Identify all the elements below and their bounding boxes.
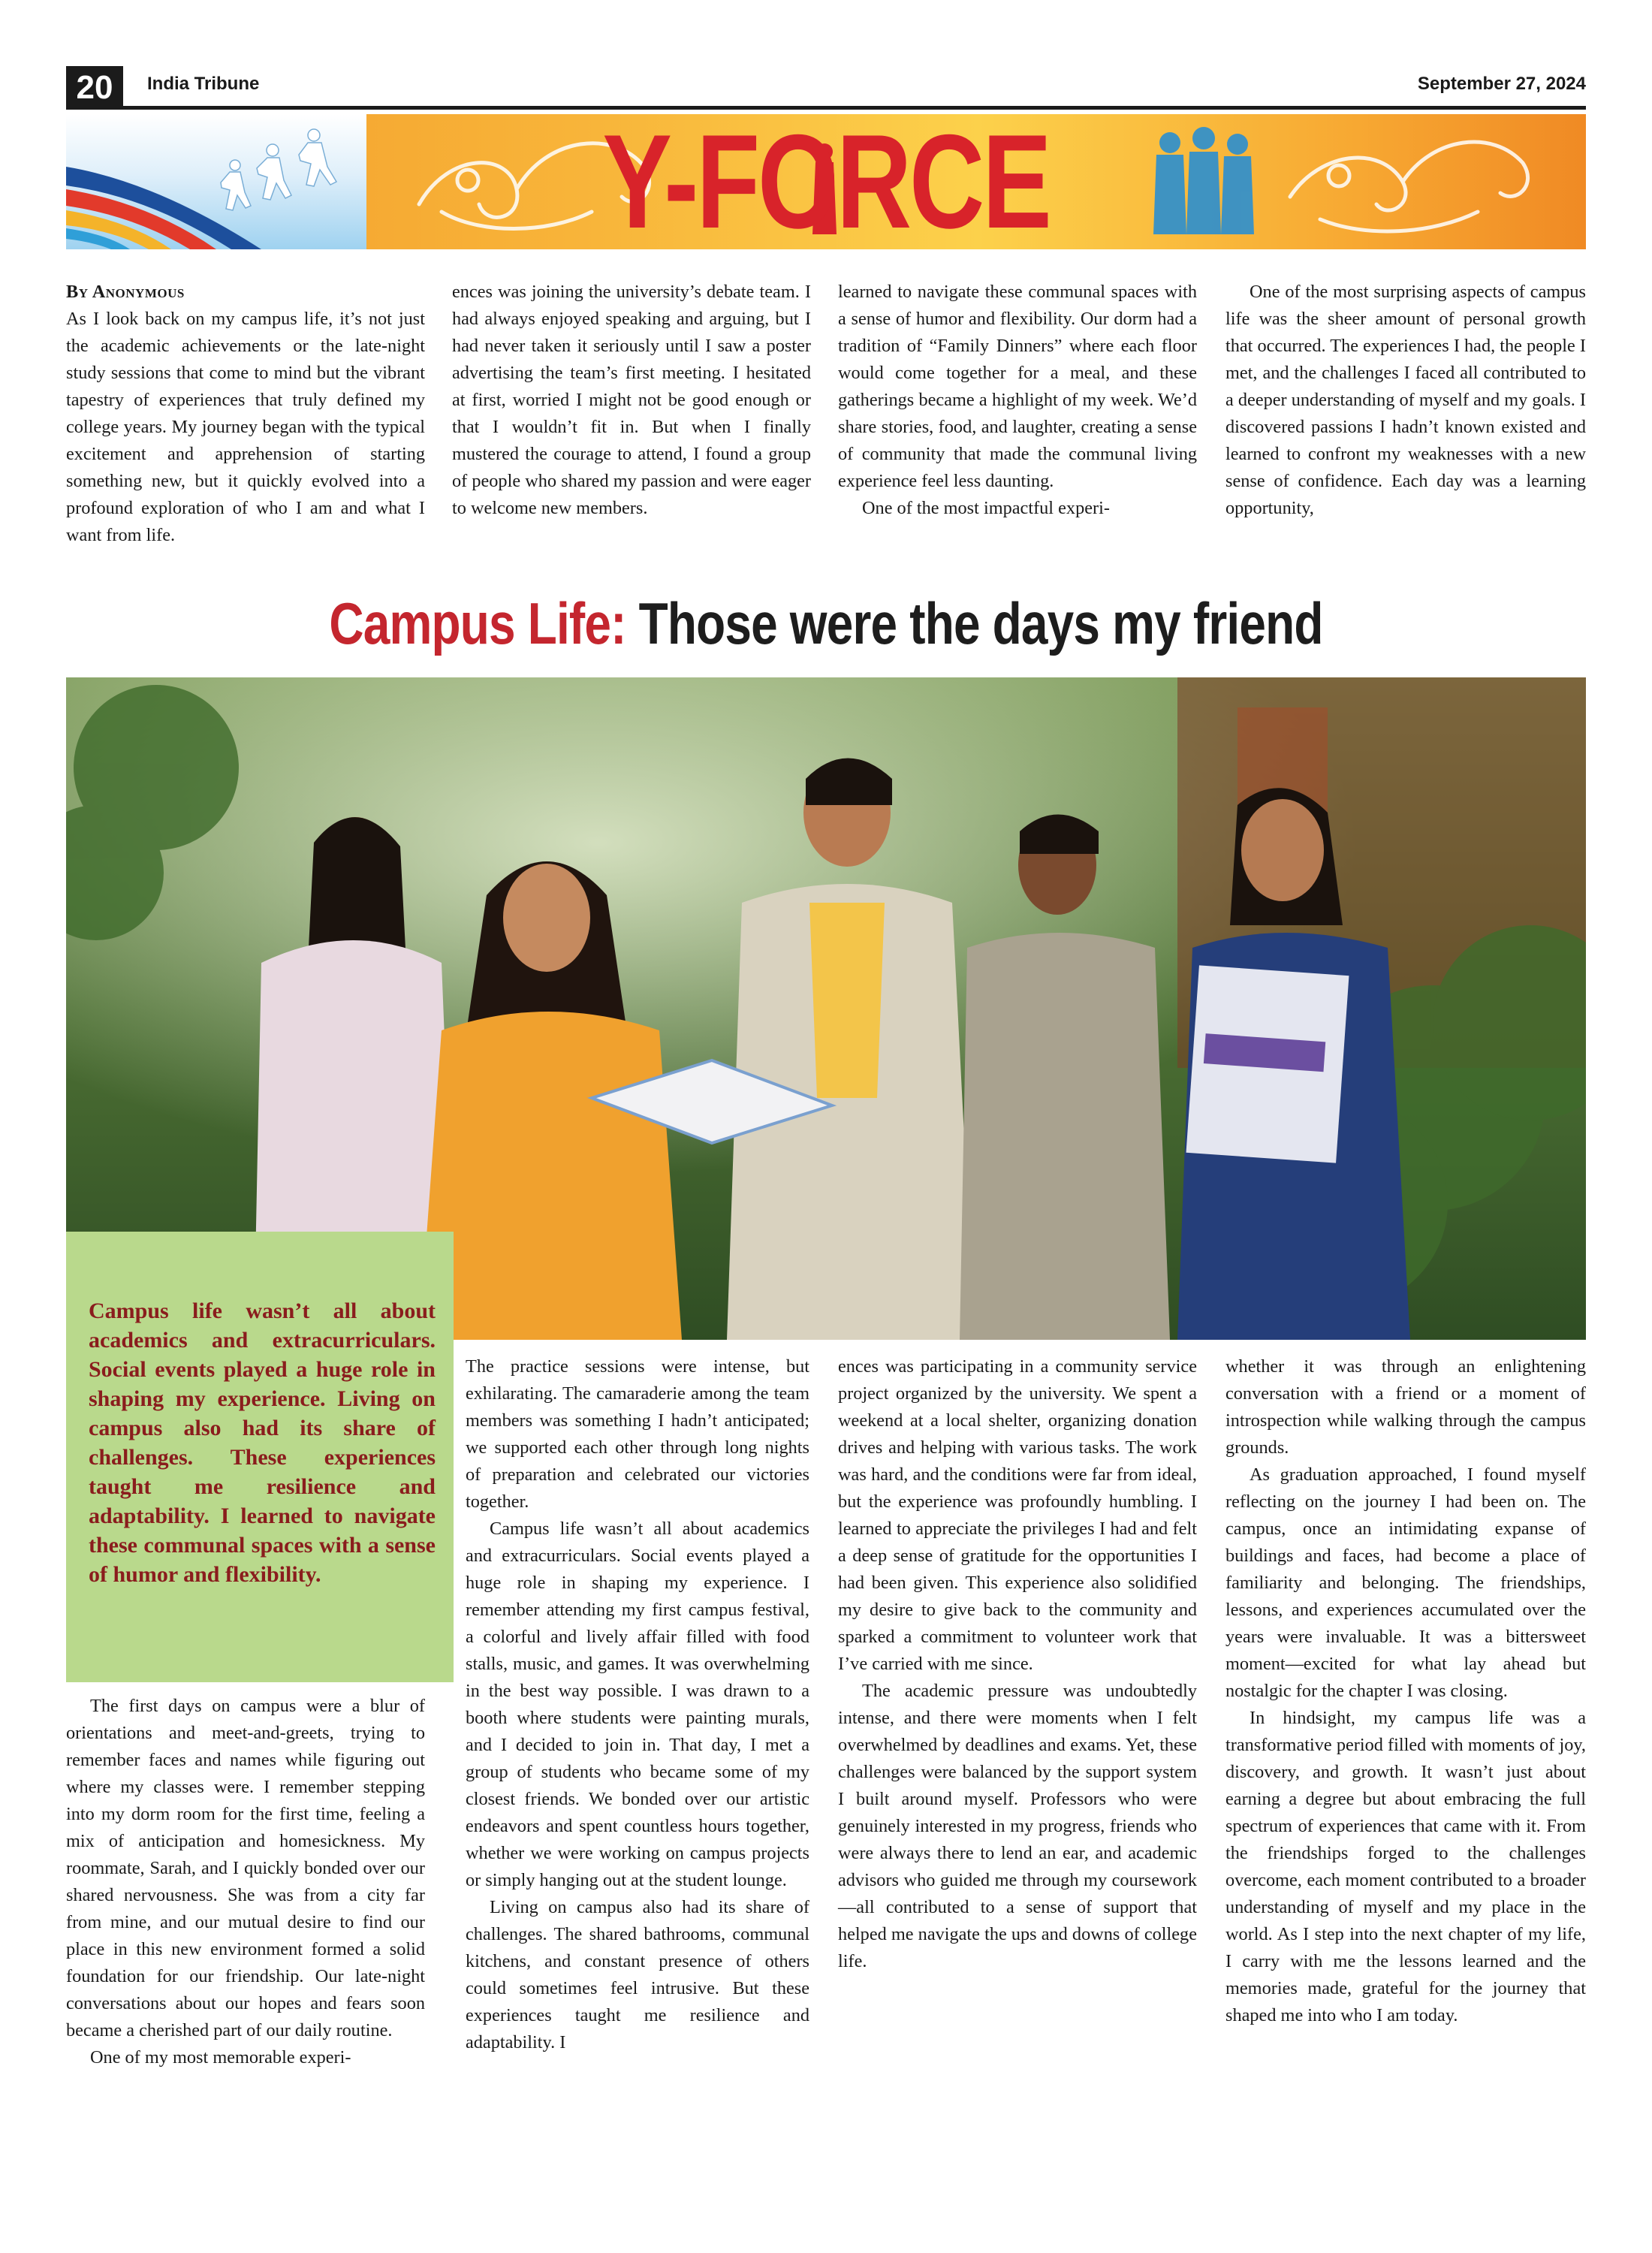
paragraph: One of the most surprising aspects of campus life was the sheer amount of personal growth that occurred. The experiences I had, the people I met, and the challenges I faced all contributed to a deeper understanding of myself and my goals. I discovered passions I hadn’t known existed and learned to confront my weaknesses with a new sense of confidence. Each day was a learning opportunity, [1225,282,1586,518]
paragraph: learned to navigate these communal spaces with a sense of humor and flexibility. Our dorm had a tradition of “Family Dinners” where each floor would come together for a meal, and these gatherings became a highlight of my week. We’d share stories, food, and laughter, creating a sense of community that made the communal living experience feel less daunting. [838,282,1197,491]
paragraph: The practice sessions were intense, but exhilarating. The camaraderie among the team members was something I hadn’t anticipated; we supported each other through long nights of preparation and celebrated our victories together. [466,1356,809,1512]
paragraph: The first days on campus were a blur of orientations and meet-and-greets, trying to remember faces and names while figuring out where my classes were. I remember stepping into my dorm room for the first time, feeling a mix of anticipation and homesickness. My roommate, Sarah, and I quickly bonded over our shared nervousness. She was from a city far from mine, and our mutual desire to find our place in this new environment formed a solid foundation for our friendship. Our late-night conversations about our hopes and fears soon became a cherished part of our daily routine. [66,1696,425,2040]
paragraph: As I look back on my campus life, it’s not just the academic achievements or the late-night study sessions that come to mind but the vibrant tapestry of experiences that truly defined my college years. My journey began with the typical excitement and apprehension of starting something new, but it quickly evolved into a profound exploration of who I am and what I want from life. [66,309,425,545]
paragraph: whether it was through an enlightening conversation with a friend or a moment of introspection while walking through the campus grounds. [1225,1356,1586,1458]
headline-main: Those were the days my friend [626,590,1323,656]
pull-quote: Campus life wasn’t all about academics and extracurriculars. Social events played a huge role in shaping my experience. Living on campus also had its share of challenges. These experiences taught me resilience and adaptability. I learned to navigate these communal spaces with a sense of humor and flexibility. [89,1298,436,1587]
paragraph: One of my most memorable experi- [90,2047,351,2068]
article-column-8 [1225,1353,1586,2029]
article-column-7 [838,1353,1197,1975]
headline-kicker: Campus Life: [329,590,626,656]
publication-name: India Tribune [147,74,260,94]
issue-date: September 27, 2024 [1417,74,1586,94]
section-banner [66,114,1586,249]
article-column-1 [66,279,425,549]
article-column-5 [66,1693,425,2071]
article-column-4 [1225,279,1586,522]
paragraph: Campus life wasn’t all about academics and extracurriculars. Social events played a huge role in shaping my experience. I remember attending my first campus festival, a colorful and lively affair filled with food stalls, music, and games. It was overwhelming in the best way possible. I was drawn to a booth where students were painting murals, and I decided to join in. That day, I met a group of students who became some of my closest friends. We bonded over our artistic endeavors and spent countless hours together, whether we were working on campus projects or simply hanging out at the student lounge. [466,1519,809,1890]
paragraph: ences was participating in a community service project organized by the university. We spent a weekend at a local shelter, organizing donation drives and helping with various tasks. The work was hard, and the conditions were far from ideal, but the experience was profoundly humbling. I learned to appreciate the privileges I had and felt a deep sense of gratitude for the opportunities I had been given. This experience also solidified my desire to give back to the community and sparked a commitment to volunteer work that I’ve carried with me since. [838,1356,1197,1674]
article-column-3 [838,279,1197,522]
article-headline [149,590,1503,658]
article-column-6 [466,1353,809,2056]
paragraph: As graduation approached, I found myself reflecting on the journey I had been on. The campus, once an intimidating expanse of buildings and faces, had become a place of familiarity and belonging. The friendships, lessons, and experiences accumulated over the years were invaluable. It was a bittersweet moment—excited for what lay ahead but nostalgic for the chapter I was closing. [1225,1464,1586,1701]
header-rule [66,106,1586,110]
paragraph: One of the most impactful experi- [862,498,1110,518]
byline: By Anonymous [66,282,185,302]
paragraph: Living on campus also had its share of challenges. The shared bathrooms, communal kitchens, and constant presence of others could sometimes feel intrusive. But these experiences taught me resilience and adaptability. I [466,1897,809,2052]
paragraph: In hindsight, my campus life was a transformative period filled with moments of joy, discovery, and growth. It wasn’t just about earning a degree but about embracing the full spectrum of experiences that came with it. From the friendships forged to the challenges overcome, each moment contributed to a broader understanding of myself and my place in the world. As I step into the next chapter of my life, I carry with me the lessons learned and the memories made, grateful for the journey that shaped me into who I am today. [1225,1708,1586,2025]
paragraph: ences was joining the university’s debate team. I had always enjoyed speaking and arguing, but I had never taken it seriously until I saw a poster advertising the team’s first meeting. I hesitated at first, worried I might not be good enough or that I wouldn’t fit in. But when I finally mustered the courage to attend, I found a group of people who shared my passion and were eager to welcome new members. [452,282,811,518]
section-title: Y-FORCE [602,114,1050,249]
article-column-2 [452,279,811,522]
page-number: 20 [66,66,123,110]
pull-quote-box [66,1232,454,1682]
paragraph: The academic pressure was undoubtedly intense, and there were moments when I felt overwhelmed by deadlines and exams. Yet, these challenges were balanced by the support system I built around myself. Professors who were genuinely interested in my progress, friends who were always there to lend an ear, and academic advisors who guided me through my coursework—all contributed to a sense of support that helped me navigate the ups and downs of college life. [838,1681,1197,1971]
